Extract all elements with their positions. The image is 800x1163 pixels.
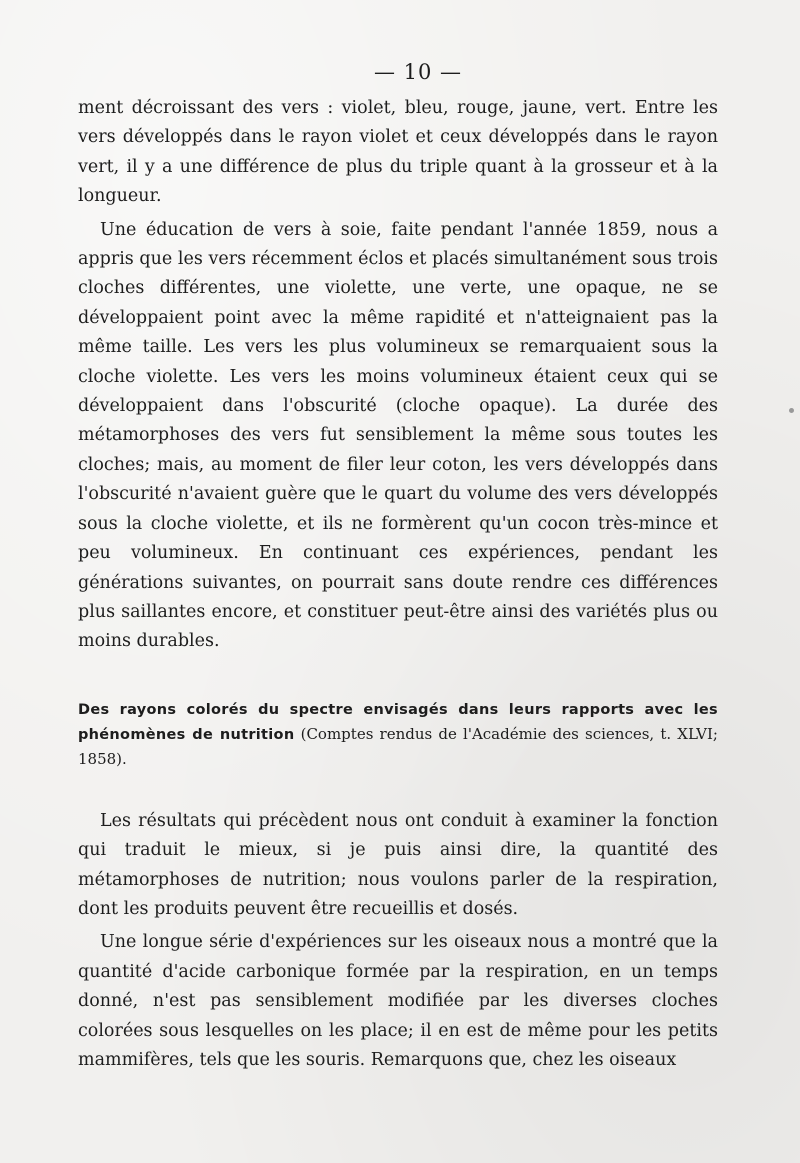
paragraph-silkworm-experiment: Une éducation de vers à soie, faite pendant l'année 1859, nous a appris que les vers récemment éclos et placés simultanément sous trois cloches différentes, une violette, une verte, une opaque, ne se développaient point avec la même rapidité et n'atteignaient pas la même taille. Les vers les plus volumineux se remarquaient sous la cloche violette. Les vers les moins volumineux étaient ceux qui se développaient dans l'obscurité (cloche opaque). La durée des métamorphoses des vers fut sensiblement la même sous toutes les cloches; mais, au moment de filer leur coton, les vers développés dans l'obscurité n'avaient guère que le quart du volume des vers développés sous la cloche violette, et ils ne formèrent qu'un cocon très-mince et peu volumineux. En continuant ces expériences, pendant les générations suivantes, on pourrait sans doute rendre ces différences plus saillantes encore, et constituer peut-être ainsi des variétés plus ou moins durables. bbox=[78, 219, 718, 652]
section-source: (Comptes rendus de l'Académie des sciences, t. XLVI; 1858). bbox=[78, 724, 718, 768]
section-title: Des rayons colorés du spectre envisagés dans leurs rapports avec les phénomènes de nutrition bbox=[78, 701, 718, 743]
section-heading bbox=[78, 697, 718, 771]
paragraph-continued: ment décroissant des vers : violet, bleu, rouge, jaune, vert. Entre les vers développés dans le rayon violet et ceux développés dans le rayon vert, il y a une différence de plus du triple quant à la grosseur et à la longueur. bbox=[78, 98, 718, 207]
paragraph-birds-experiment: Une longue série d'expériences sur les oiseaux nous a montré que la quantité d'acide carbonique formée par la respiration, en un temps donné, n'est pas sensiblement modifiée par les diverses cloches colorées sous lesquelles on les place; il en est de même pour les petits mammifères, tels que les souris. Remarquons que, chez les oiseaux bbox=[78, 932, 718, 1070]
document-page bbox=[78, 58, 718, 1075]
paragraph-respiration: Les résultats qui précèdent nous ont conduit à examiner la fonction qui traduit le mieux, si je puis ainsi dire, la quantité des métamorphoses de nutrition; nous voulons parler de la respiration, dont les produits peuvent être recueillis et dosés. bbox=[78, 810, 718, 919]
margin-speck bbox=[789, 408, 794, 413]
page-number: — 10 — bbox=[373, 60, 463, 84]
